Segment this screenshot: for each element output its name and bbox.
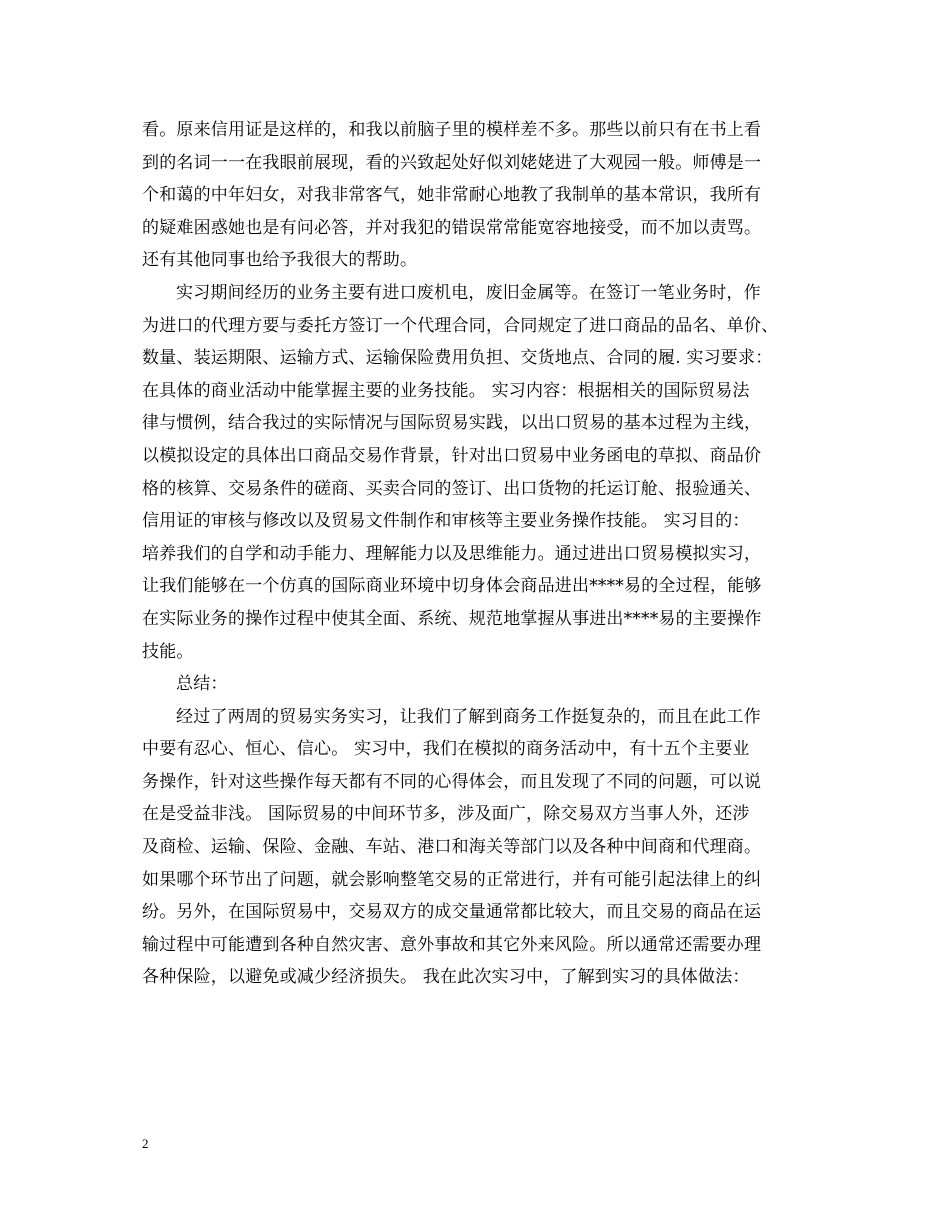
- text-line: 为进口的代理方要与委托方签订一个代理合同，合同规定了进口商品的品名、单价、: [142, 315, 779, 336]
- paragraph-2: [142, 277, 832, 668]
- text-line: 信用证的审核与修改以及贸易文件制作和审核等主要业务操作技能。 实习目的：: [142, 511, 750, 532]
- summary-heading: 总结：: [176, 674, 228, 695]
- text-line: 还有其他同事也给予我很大的帮助。: [142, 250, 418, 271]
- text-line: 纷。另外，在国际贸易中，交易双方的成交量通常都比较大，而且交易的商品在运: [142, 902, 762, 923]
- paragraph-4: [142, 701, 832, 994]
- text-line: 技能。: [142, 641, 194, 662]
- text-line: 中要有忍心、恒心、信心。 实习中，我们在模拟的商务活动中，有十五个主要业: [142, 739, 750, 760]
- text-line: 在是受益非浅。 国际贸易的中间环节多，涉及面广，除交易双方当事人外，还涉: [142, 804, 750, 825]
- text-line: 输过程中可能遭到各种自然灾害、意外事故和其它外来风险。所以通常还需要办理: [142, 934, 762, 955]
- text-line: 培养我们的自学和动手能力、理解能力以及思维能力。通过进出口贸易模拟实习，: [142, 543, 762, 564]
- text-line: 律与惯例，结合我过的实际情况与国际贸易实践，以出口贸易的基本过程为主线，: [142, 413, 762, 434]
- text-line: 格的核算、交易条件的磋商、买卖合同的签订、出口货物的托运订舱、报验通关、: [142, 478, 762, 499]
- text-line: 及商检、运输、保险、金融、车站、港口和海关等部门以及各种中间商和代理商。: [142, 837, 762, 858]
- text-line: 各种保险，以避免或减少经济损失。 我在此次实习中，了解到实习的具体做法：: [142, 967, 750, 988]
- text-line: 经过了两周的贸易实务实习，让我们了解到商务工作挺复杂的，而且在此工作: [176, 706, 761, 727]
- text-line: 个和蔼的中年妇女，对我非常客气，她非常耐心地教了我制单的基本常识，我所有: [142, 185, 762, 206]
- paragraph-3-summary-heading: [142, 668, 832, 701]
- text-line: 到的名词一一在我眼前展现，看的兴致起处好似刘姥姥进了大观园一般。师傅是一: [142, 152, 762, 173]
- text-line: 在实际业务的操作过程中使其全面、系统、规范地掌握从事进出****易的主要操作: [142, 608, 762, 629]
- text-line: 如果哪个环节出了问题，就会影响整笔交易的正常进行，并有可能引起法律上的纠: [142, 869, 762, 890]
- text-line: 看。原来信用证是这样的，和我以前脑子里的模样差不多。那些以前只有在书上看: [142, 120, 762, 140]
- page-number: 2: [142, 1136, 149, 1151]
- text-line: 务操作，针对这些操作每天都有不同的心得体会，而且发现了不同的问题，可以说: [142, 771, 762, 792]
- body-text: [142, 114, 832, 994]
- paragraph-1: [142, 114, 832, 277]
- text-line: 在具体的商业活动中能掌握主要的业务技能。 实习内容：根据相关的国际贸易法: [142, 380, 750, 401]
- text-line: 以模拟设定的具体出口商品交易作背景，针对出口贸易中业务函电的草拟、商品价: [142, 445, 762, 466]
- text-line: 实习期间经历的业务主要有进口废机电，废旧金属等。在签订一笔业务时，作: [176, 282, 761, 303]
- text-line: 数量、装运期限、运输方式、运输保险费用负担、交货地点、合同的履. 实习要求：: [142, 348, 773, 369]
- text-line: 的疑难困惑她也是有问必答，并对我犯的错误常常能宽容地接受，而不加以责骂。: [142, 217, 762, 238]
- text-line: 让我们能够在一个仿真的国际商业环境中切身体会商品进出****易的全过程，能够: [142, 576, 762, 597]
